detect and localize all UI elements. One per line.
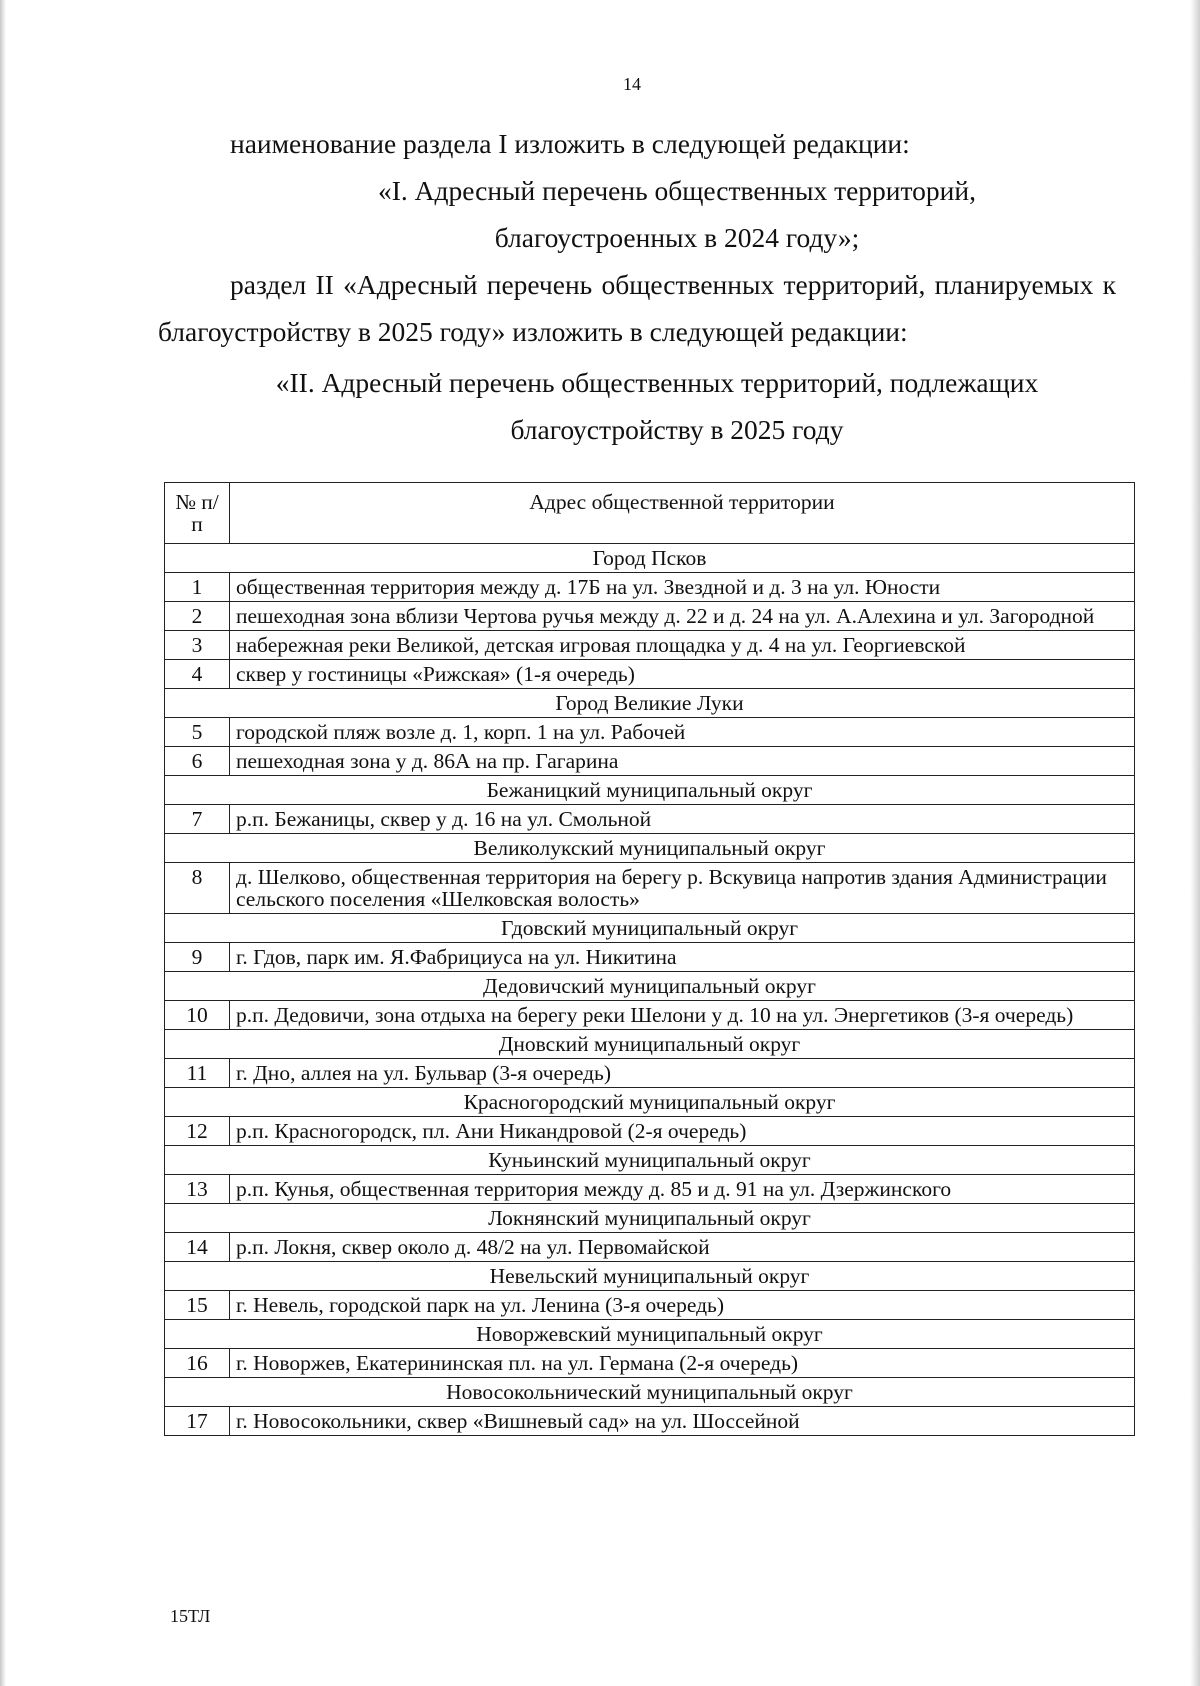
table-row bbox=[165, 1407, 1135, 1436]
section-row bbox=[165, 914, 1135, 943]
row-address: пешеходная зона вблизи Чертова ручья между д. 22 и д. 24 на ул. А.Алехина и ул. Загородной bbox=[230, 602, 1135, 631]
row-number: 7 bbox=[165, 805, 230, 834]
paragraph-section-2-amendment: раздел II «Адресный перечень общественных территорий, планируемых к благоустройству в 2025 году» изложить в следующей редакции: bbox=[158, 269, 1116, 347]
row-address: сквер у гостиницы «Рижская» (1-я очередь) bbox=[230, 660, 1135, 689]
table-row bbox=[165, 805, 1135, 834]
table-row bbox=[165, 602, 1135, 631]
row-number: 9 bbox=[165, 943, 230, 972]
section-row bbox=[165, 544, 1135, 573]
row-number: 12 bbox=[165, 1117, 230, 1146]
row-address: р.п. Красногородск, пл. Ани Никандровой (2-я очередь) bbox=[230, 1117, 1135, 1146]
row-number: 1 bbox=[165, 573, 230, 602]
address-table bbox=[164, 482, 1135, 1436]
section-title: Гдовский муниципальный округ bbox=[165, 914, 1135, 943]
row-address: р.п. Дедовичи, зона отдыха на берегу реки Шелони у д. 10 на ул. Энергетиков (3-я очередь) bbox=[230, 1001, 1135, 1030]
row-address: г. Гдов, парк им. Я.Фабрициуса на ул. Никитина bbox=[230, 943, 1135, 972]
section-row bbox=[165, 834, 1135, 863]
section-title: Невельский муниципальный округ bbox=[165, 1262, 1135, 1291]
table-row bbox=[165, 1233, 1135, 1262]
footer-document-code: 15ТЛ bbox=[170, 1606, 211, 1626]
scan-edge-right bbox=[1190, 0, 1200, 1686]
row-number: 11 bbox=[165, 1059, 230, 1088]
row-address: р.п. Кунья, общественная территория между д. 85 и д. 91 на ул. Дзержинского bbox=[230, 1175, 1135, 1204]
row-number: 8 bbox=[165, 863, 230, 914]
section-title: Бежаницкий муниципальный округ bbox=[165, 776, 1135, 805]
section-row bbox=[165, 776, 1135, 805]
page-number: 14 bbox=[623, 74, 641, 94]
column-header-number: № п/п bbox=[165, 483, 230, 544]
section-title: Великолукский муниципальный округ bbox=[165, 834, 1135, 863]
section-row bbox=[165, 1146, 1135, 1175]
section-title: Дновский муниципальный округ bbox=[165, 1030, 1135, 1059]
row-number: 13 bbox=[165, 1175, 230, 1204]
table-row bbox=[165, 1175, 1135, 1204]
row-address: пешеходная зона у д. 86А на пр. Гагарина bbox=[230, 747, 1135, 776]
section-title: Красногородский муниципальный округ bbox=[165, 1088, 1135, 1117]
section-title: Город Великие Луки bbox=[165, 689, 1135, 718]
row-address: д. Шелково, общественная территория на берегу р. Вскувица напротив здания Администрации сельского поселения «Шелковская волость» bbox=[230, 863, 1135, 914]
section-title: Город Псков bbox=[165, 544, 1135, 573]
table-row bbox=[165, 660, 1135, 689]
section-row bbox=[165, 1378, 1135, 1407]
row-address: р.п. Бежаницы, сквер у д. 16 на ул. Смольной bbox=[230, 805, 1135, 834]
row-address: городской пляж возле д. 1, корп. 1 на ул. Рабочей bbox=[230, 718, 1135, 747]
table-row bbox=[165, 573, 1135, 602]
row-number: 17 bbox=[165, 1407, 230, 1436]
heading-section-1-line-1: «I. Адресный перечень общественных территорий, bbox=[377, 175, 976, 206]
table-header-row bbox=[165, 483, 1135, 544]
section-title: Куньинский муниципальный округ bbox=[165, 1146, 1135, 1175]
section-title: Новоржевский муниципальный округ bbox=[165, 1320, 1135, 1349]
section-title: Новосокольнический муниципальный округ bbox=[165, 1378, 1135, 1407]
row-number: 16 bbox=[165, 1349, 230, 1378]
heading-section-2-line-2: благоустройству в 2025 году bbox=[510, 414, 844, 445]
row-address: г. Новосокольники, сквер «Вишневый сад» на ул. Шоссейной bbox=[230, 1407, 1135, 1436]
row-number: 5 bbox=[165, 718, 230, 747]
row-address: общественная территория между д. 17Б на ул. Звездной и д. 3 на ул. Юности bbox=[230, 573, 1135, 602]
row-number: 14 bbox=[165, 1233, 230, 1262]
scan-edge-left bbox=[0, 0, 6, 1686]
heading-section-2-line-1: «II. Адресный перечень общественных территорий, подлежащих bbox=[275, 367, 1039, 398]
section-title: Локнянский муниципальный округ bbox=[165, 1204, 1135, 1233]
row-address: г. Невель, городской парк на ул. Ленина (3-я очередь) bbox=[230, 1291, 1135, 1320]
section-row bbox=[165, 1204, 1135, 1233]
row-number: 3 bbox=[165, 631, 230, 660]
section-row bbox=[165, 1320, 1135, 1349]
table-row bbox=[165, 718, 1135, 747]
table-row bbox=[165, 863, 1135, 914]
table-row bbox=[165, 747, 1135, 776]
table-body bbox=[165, 544, 1135, 1436]
section-row bbox=[165, 689, 1135, 718]
row-number: 6 bbox=[165, 747, 230, 776]
table-row bbox=[165, 1117, 1135, 1146]
table-row bbox=[165, 1291, 1135, 1320]
row-address: г. Дно, аллея на ул. Бульвар (3-я очередь) bbox=[230, 1059, 1135, 1088]
row-number: 10 bbox=[165, 1001, 230, 1030]
row-number: 4 bbox=[165, 660, 230, 689]
column-header-address: Адрес общественной территории bbox=[230, 483, 1135, 544]
table-row bbox=[165, 1001, 1135, 1030]
table-row bbox=[165, 1349, 1135, 1378]
row-number: 2 bbox=[165, 602, 230, 631]
heading-section-1-line-2: благоустроенных в 2024 году»; bbox=[494, 222, 860, 253]
row-address: г. Новоржев, Екатерининская пл. на ул. Германа (2-я очередь) bbox=[230, 1349, 1135, 1378]
section-row bbox=[165, 972, 1135, 1001]
section-row bbox=[165, 1262, 1135, 1291]
row-address: р.п. Локня, сквер около д. 48/2 на ул. Первомайской bbox=[230, 1233, 1135, 1262]
table-row bbox=[165, 631, 1135, 660]
section-row bbox=[165, 1088, 1135, 1117]
table-row bbox=[165, 943, 1135, 972]
row-address: набережная реки Великой, детская игровая площадка у д. 4 на ул. Георгиевской bbox=[230, 631, 1135, 660]
table-row bbox=[165, 1059, 1135, 1088]
section-row bbox=[165, 1030, 1135, 1059]
section-title: Дедовичский муниципальный округ bbox=[165, 972, 1135, 1001]
row-number: 15 bbox=[165, 1291, 230, 1320]
document-body bbox=[158, 120, 1116, 453]
paragraph-section-1-name: наименование раздела I изложить в следующей редакции: bbox=[230, 128, 910, 159]
